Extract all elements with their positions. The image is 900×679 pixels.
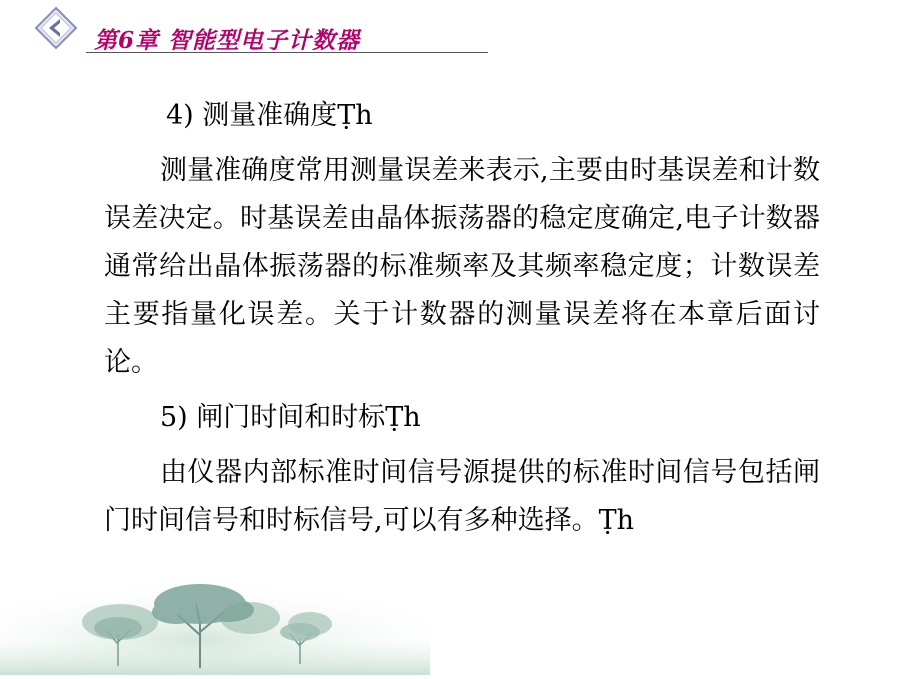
section-heading-4: 4) 测量准确度Ṭh: [166, 100, 373, 131]
slide-body: [104, 92, 820, 545]
header-divider: [86, 52, 488, 53]
decorative-tree-landscape: [0, 560, 430, 675]
chapter-title: 第6章 智能型电子计数器: [94, 27, 361, 54]
slide-header: [0, 0, 900, 60]
paragraph-accuracy: 测量准确度常用测量误差来表示,主要由时基误差和计数误差决定。时基误差由晶体振荡器的稳定度确定,电子计数器通常给出晶体振荡器的标准频率及其频率稳定度；计数误差主要指量化误差。关于计数器的测量误差将在本章后面讨论。: [104, 155, 820, 378]
paragraph-gate-time: 由仪器内部标准时间信号源提供的标准时间信号包括闸门时间信号和时标信号,可以有多种选择。Ṭh: [104, 457, 820, 536]
section-heading-5: 5) 闸门时间和时标Ṭh: [160, 402, 421, 433]
back-arrow-icon[interactable]: [34, 6, 78, 50]
